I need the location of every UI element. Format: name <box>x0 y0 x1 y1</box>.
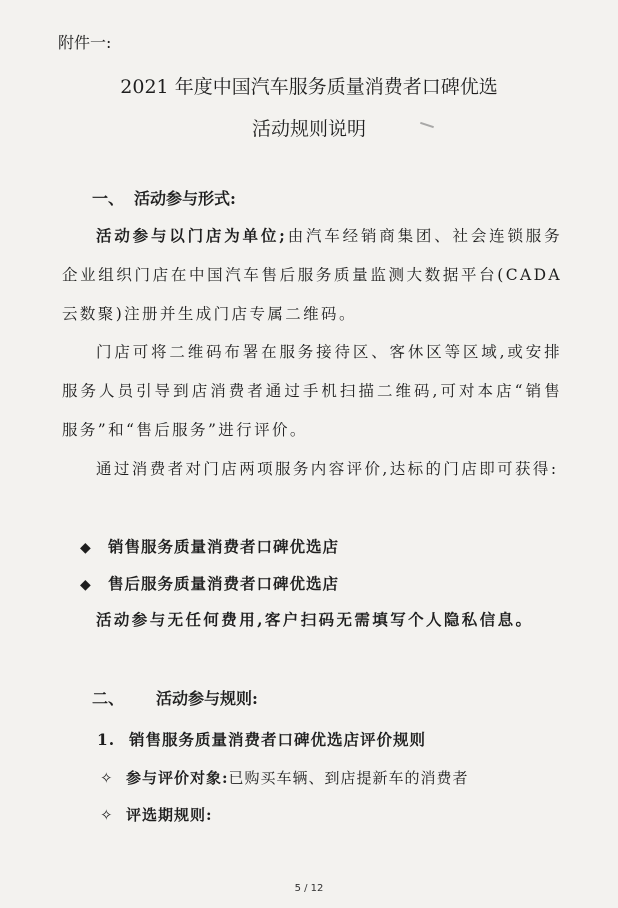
paragraph1-text: 由汽车经销商集团、社会连锁服务企业组织门店在中国汽车售后服务质量监测大数据平台(CADA云数聚)注册并生成门店专属二维码。 <box>62 227 562 323</box>
section1-paragraph-2: 门店可将二维码布署在服务接待区、客休区等区域,或安排服务人员引导到店消费者通过手机扫描二维码,可对本店“销售服务”和“售后服务”进行评价。 <box>62 343 562 439</box>
diamond-bullet-icon: ◆ <box>80 577 92 593</box>
document-title-line2: 活动规则说明 <box>251 118 366 140</box>
document-title-line1: 2021 年度中国汽车服务质量消费者口碑优选 <box>120 76 498 98</box>
star-bullet-icon: ✧ <box>100 806 114 824</box>
bullet-text: 售后服务质量消费者口碑优选店 <box>108 574 340 593</box>
rule-item-1 <box>97 728 426 750</box>
section1-paragraph-1 <box>62 216 562 334</box>
star-bullet-icon: ✧ <box>100 769 114 787</box>
sub-item <box>100 804 213 825</box>
sub-item-label: 评选期规则: <box>126 806 213 824</box>
diamond-bullet-icon: ◆ <box>80 540 92 556</box>
section1-paragraph-3: 通过消费者对门店两项服务内容评价,达标的门店即可获得: <box>96 460 559 478</box>
bullet-item <box>80 572 339 594</box>
section1-paragraph-4: 活动参与无任何费用,客户扫码无需填写个人隐私信息。 <box>96 610 534 629</box>
section2-heading <box>92 686 258 709</box>
section1-heading-text: 活动参与形式: <box>134 189 236 208</box>
bullet-text: 销售服务质量消费者口碑优选店 <box>108 537 340 556</box>
bullet-item <box>80 535 339 557</box>
section2-heading-text: 活动参与规则: <box>156 689 258 708</box>
sub-item <box>100 767 469 788</box>
rule-item-1-number: 1. <box>97 730 116 749</box>
section1-number: 一、 <box>92 189 125 208</box>
rule-item-1-text: 销售服务质量消费者口碑优选店评价规则 <box>129 730 427 749</box>
section2-number: 二、 <box>92 689 125 708</box>
sub-item-text: 已购买车辆、到店提新车的消费者 <box>228 769 469 787</box>
sub-item-label: 参与评价对象: <box>126 769 229 787</box>
page-number: 5 / 12 <box>294 883 324 894</box>
attachment-label: 附件一: <box>58 33 112 52</box>
paragraph1-lead: 活动参与以门店为单位; <box>96 226 288 245</box>
section1-heading <box>92 186 236 209</box>
